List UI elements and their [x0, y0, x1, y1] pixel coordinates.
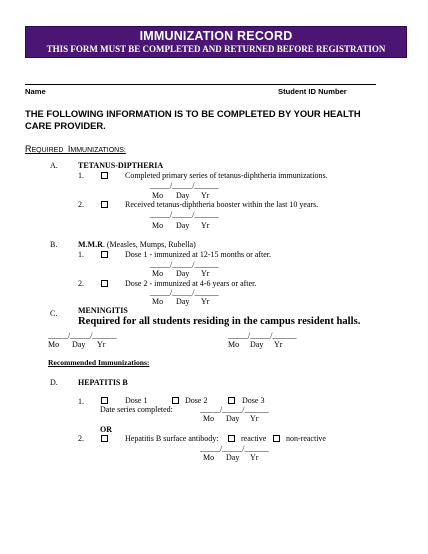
- date-blank[interactable]: _____/_____/______: [150, 288, 219, 297]
- mmr-dose1-checkbox[interactable]: [101, 251, 108, 258]
- section-b-item2-num: 2.: [78, 279, 84, 288]
- section-c-note: Required for all students residing in the campus resident halls.: [78, 316, 361, 327]
- date-blank[interactable]: _____/_____/______: [150, 181, 219, 190]
- date-label-yr: Yr: [97, 340, 106, 349]
- name-signature-line: [25, 84, 376, 85]
- name-label: Name: [25, 87, 46, 96]
- date-blank[interactable]: _____/_____/______: [200, 405, 269, 414]
- date-blank[interactable]: _____/_____/______: [228, 331, 297, 340]
- non-reactive-checkbox[interactable]: [273, 435, 280, 442]
- tetanus-primary-series-checkbox[interactable]: [101, 172, 108, 179]
- date-label-mo: Mo: [48, 340, 60, 349]
- mmr-dose2-checkbox[interactable]: [101, 280, 108, 287]
- date-label-mo: Mo: [203, 414, 215, 423]
- date-label-day: Day: [176, 297, 190, 306]
- section-a-item1-text: Completed primary series of tetanus-diphtheria immunizations.: [125, 171, 328, 180]
- section-b-letter: B.: [50, 240, 58, 249]
- section-b-title: M.M.R. (Measles, Mumps, Rubella): [78, 240, 196, 249]
- hepb-dose3-checkbox[interactable]: [228, 397, 235, 404]
- provider-notice-line2: CARE PROVIDER.: [25, 120, 106, 131]
- date-label-yr: Yr: [201, 191, 210, 200]
- section-a-title: TETANUS-DIPTHERIA: [78, 161, 164, 170]
- date-label-day: Day: [176, 269, 190, 278]
- date-label-yr: Yr: [274, 340, 283, 349]
- date-label-mo: Mo: [228, 340, 240, 349]
- section-a-item1-num: 1.: [78, 171, 84, 180]
- date-label-day: Day: [226, 453, 240, 462]
- hepb-dose3-label: Dose 3: [242, 396, 265, 405]
- date-blank[interactable]: _____/_____/______: [150, 210, 219, 219]
- date-label-mo: Mo: [152, 269, 164, 278]
- date-label-mo: Mo: [152, 191, 164, 200]
- section-c-letter: C.: [50, 309, 58, 318]
- section-d-item2-num: 2.: [78, 434, 84, 443]
- date-label-yr: Yr: [201, 297, 210, 306]
- date-label-day: Day: [176, 191, 190, 200]
- required-immunizations-heading: REQUIRED IMMUNIZATIONS:: [25, 144, 126, 154]
- hepb-dose1-checkbox[interactable]: [101, 397, 108, 404]
- date-label-yr: Yr: [201, 269, 210, 278]
- date-label-yr: Yr: [250, 453, 259, 462]
- date-label-yr: Yr: [250, 414, 259, 423]
- section-d-letter: D.: [50, 378, 58, 387]
- hepb-dose2-checkbox[interactable]: [172, 397, 179, 404]
- hepb-antibody-checkbox[interactable]: [101, 435, 108, 442]
- date-label-yr: Yr: [201, 221, 210, 230]
- hepb-antibody-text: Hepatitis B surface antibody:: [125, 434, 219, 443]
- section-b-item1-num: 1.: [78, 250, 84, 259]
- date-label-day: Day: [250, 340, 264, 349]
- student-id-label: Student ID Number: [278, 87, 347, 96]
- or-label: OR: [100, 425, 112, 434]
- date-blank[interactable]: _____/_____/______: [48, 331, 117, 340]
- form-title: IMMUNIZATION RECORD: [139, 29, 293, 43]
- section-d-item1-num: 1.: [78, 397, 84, 406]
- date-label-mo: Mo: [152, 297, 164, 306]
- date-label-mo: Mo: [203, 453, 215, 462]
- non-reactive-label: non-reactive: [286, 434, 326, 443]
- reactive-checkbox[interactable]: [228, 435, 235, 442]
- section-a-item2-num: 2.: [78, 200, 84, 209]
- form-subtitle: THIS FORM MUST BE COMPLETED AND RETURNED BEFORE REGISTRATION: [46, 44, 386, 54]
- hepb-dose1-label: Dose 1: [125, 396, 148, 405]
- provider-notice-line1: THE FOLLOWING INFORMATION IS TO BE COMPLETED BY YOUR HEALTH: [25, 108, 361, 119]
- date-label-day: Day: [226, 414, 240, 423]
- recommended-immunizations-heading: Recommended Immunizations:: [48, 358, 150, 367]
- date-label-mo: Mo: [152, 221, 164, 230]
- section-b-item2-text: Dose 2 - immunized at 4-6 years or after.: [125, 279, 257, 288]
- date-label-day: Day: [72, 340, 86, 349]
- section-c-title: MENINGITIS: [78, 306, 128, 315]
- tetanus-booster-checkbox[interactable]: [101, 201, 108, 208]
- hepb-dose2-label: Dose 2: [185, 396, 208, 405]
- section-d-title: HEPATITIS B: [78, 378, 128, 387]
- date-label-day: Day: [176, 221, 190, 230]
- section-a-item2-text: Received tetanus-diphtheria booster within the last 10 years.: [125, 200, 319, 209]
- section-a-letter: A.: [50, 161, 58, 170]
- date-blank[interactable]: _____/_____/______: [150, 260, 219, 269]
- date-blank[interactable]: _____/_____/______: [200, 444, 269, 453]
- series-completed-label: Date series completed:: [100, 405, 173, 414]
- section-b-item1-text: Dose 1 - immunized at 12-15 months or after.: [125, 250, 271, 259]
- reactive-label: reactive: [241, 434, 267, 443]
- form-header: [25, 26, 407, 58]
